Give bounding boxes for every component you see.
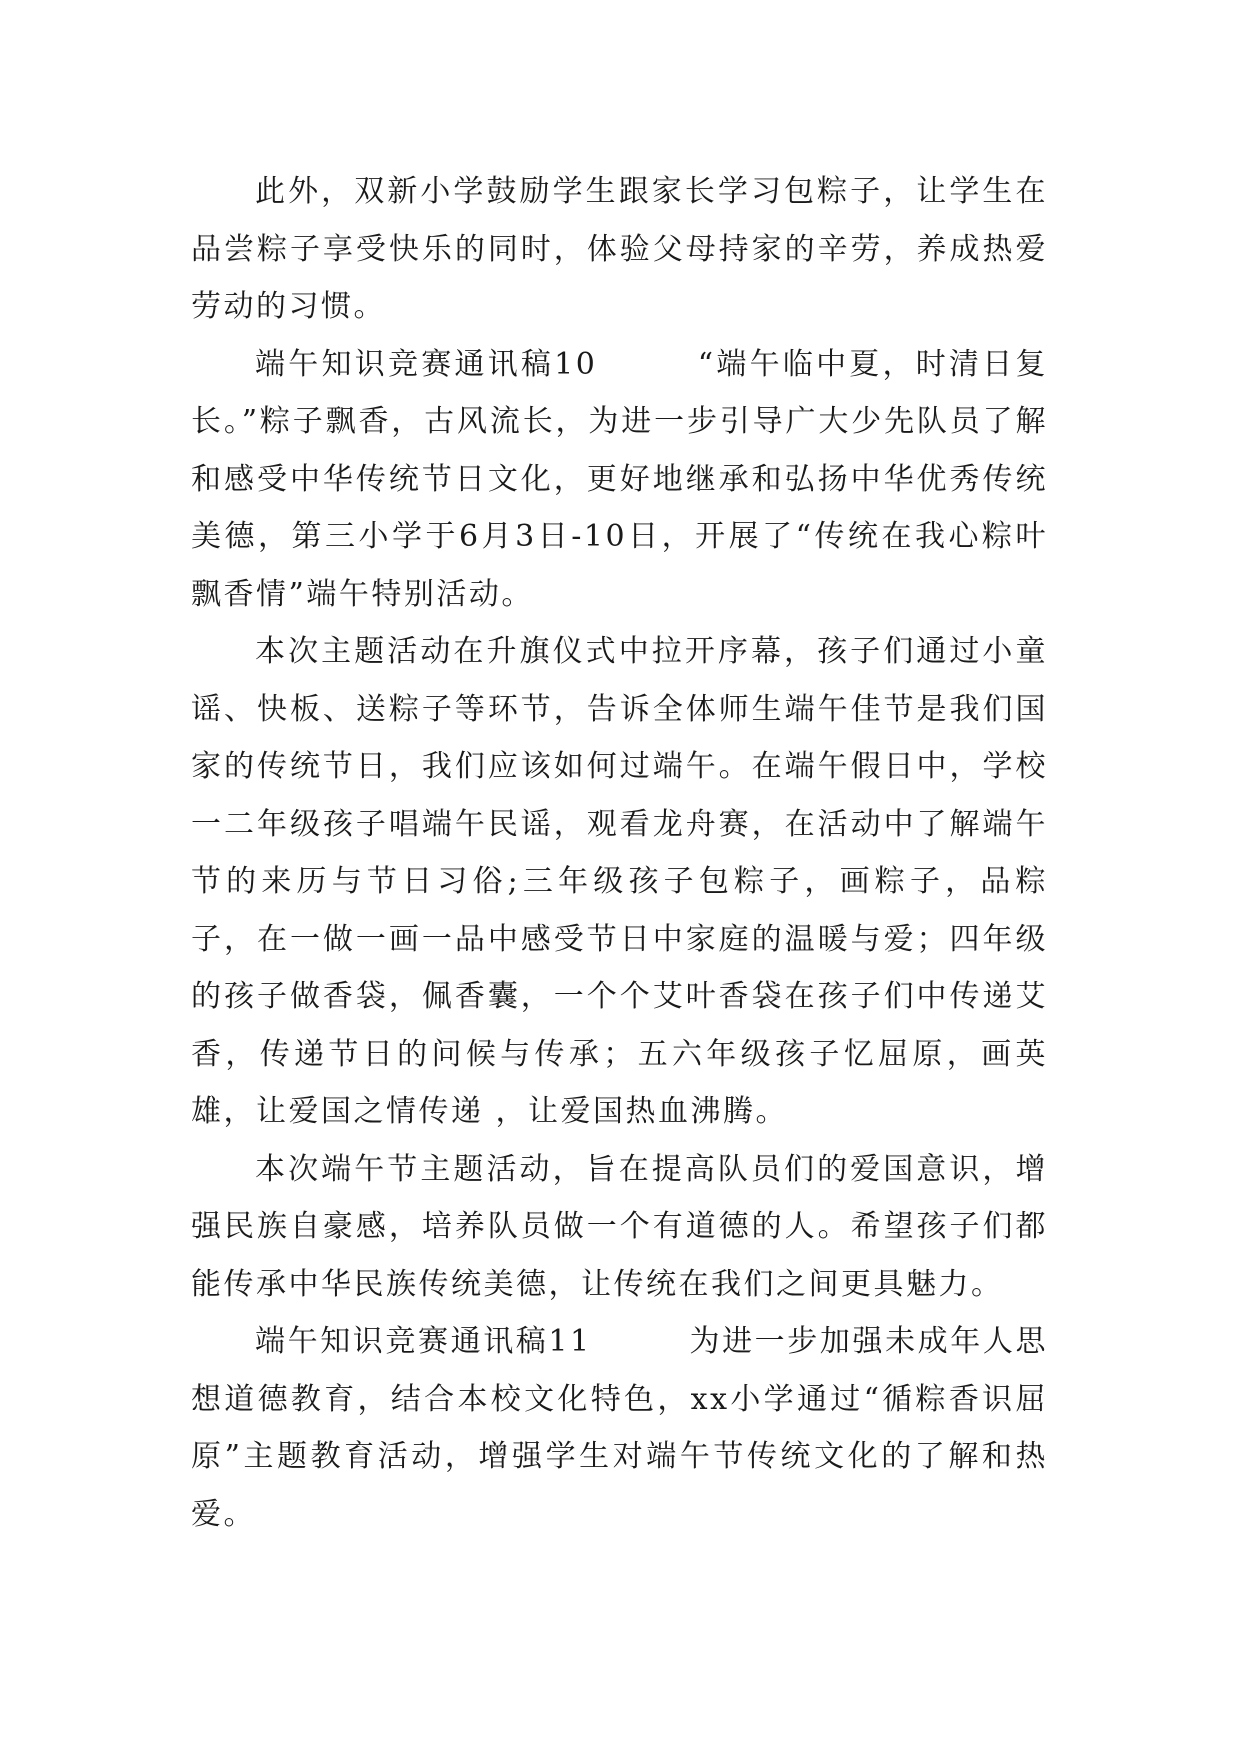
document-body — [191, 163, 1048, 1543]
paragraph-2: 端午知识竞赛通讯稿10 “端午临中夏，时清日复长。”粽子飘香，古风流长，为进一步引导广大少先队员了解和感受中华传统节日文化，更好地继承和弘扬中华优秀传统美德，第三小学于6月3日-10日，开展了“传统在我心粽叶飘香情”端午特别活动。 — [191, 346, 1048, 612]
paragraph-1: 此外，双新小学鼓励学生跟家长学习包粽子，让学生在品尝粽子享受快乐的同时，体验父母持家的辛劳，养成热爱劳动的习惯。 — [191, 174, 1048, 324]
paragraph-5: 端午知识竞赛通讯稿11 为进一步加强未成年人思想道德教育，结合本校文化特色，xx小学通过“循粽香识屈原”主题教育活动，增强学生对端午节传统文化的了解和热爱。 — [191, 1324, 1048, 1532]
paragraph-3: 本次主题活动在升旗仪式中拉开序幕，孩子们通过小童谣、快板、送粽子等环节，告诉全体师生端午佳节是我们国家的传统节日，我们应该如何过端午。在端午假日中，学校一二年级孩子唱端午民谣，观看龙舟赛，在活动中了解端午节的来历与节日习俗;三年级孩子包粽子，画粽子，品粽子，在一做一画一品中感受节日中家庭的温暖与爱；四年级的孩子做香袋，佩香囊，一个个艾叶香袋在孩子们中传递艾香，传递节日的问候与传承；五六年级孩子忆屈原，画英雄，让爱国之情传递 ，让爱国热血沸腾。 — [191, 634, 1048, 1129]
paragraph-4: 本次端午节主题活动，旨在提高队员们的爱国意识，增强民族自豪感，培养队员做一个有道德的人。希望孩子们都能传承中华民族传统美德，让传统在我们之间更具魅力。 — [191, 1151, 1048, 1302]
